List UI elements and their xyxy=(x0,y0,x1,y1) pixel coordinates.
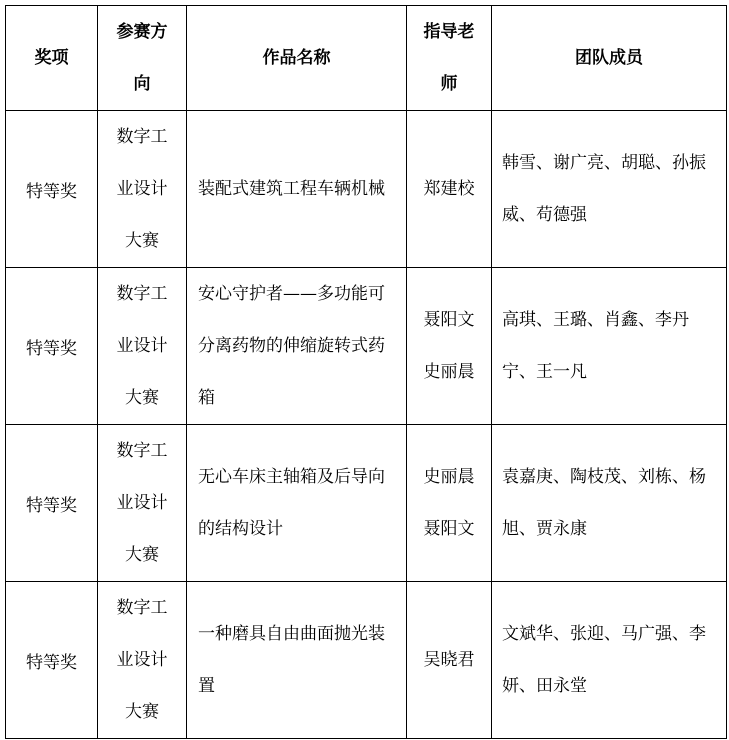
header-award: 奖项 xyxy=(6,6,98,111)
table-row xyxy=(6,111,727,268)
track-cell: 数字工业设计大赛 xyxy=(98,111,187,268)
table-header xyxy=(6,6,727,111)
header-work: 作品名称 xyxy=(187,6,407,111)
work-title-cell: 安心守护者——多功能可分离药物的伸缩旋转式药箱 xyxy=(187,268,407,425)
table-row xyxy=(6,268,727,425)
award-cell: 特等奖 xyxy=(6,582,98,739)
team-members-cell: 袁嘉庚、陶枝茂、刘栋、杨旭、贾永康 xyxy=(492,425,727,582)
track-cell: 数字工业设计大赛 xyxy=(98,582,187,739)
header-advisor: 指导老师 xyxy=(407,6,492,111)
team-members-cell: 高琪、王璐、肖鑫、李丹宁、王一凡 xyxy=(492,268,727,425)
work-title-cell: 无心车床主轴箱及后导向的结构设计 xyxy=(187,425,407,582)
advisor-cell: 聂阳文史丽晨 xyxy=(407,268,492,425)
advisor-cell: 吴晓君 xyxy=(407,582,492,739)
advisor-cell: 史丽晨聂阳文 xyxy=(407,425,492,582)
work-title-cell: 装配式建筑工程车辆机械 xyxy=(187,111,407,268)
table-row xyxy=(6,582,727,739)
advisor-cell: 郑建校 xyxy=(407,111,492,268)
award-cell: 特等奖 xyxy=(6,425,98,582)
header-row xyxy=(6,6,727,111)
team-members-cell: 韩雪、谢广亮、胡聪、孙振威、苟德强 xyxy=(492,111,727,268)
track-cell: 数字工业设计大赛 xyxy=(98,268,187,425)
header-team: 团队成员 xyxy=(492,6,727,111)
award-cell: 特等奖 xyxy=(6,268,98,425)
track-cell: 数字工业设计大赛 xyxy=(98,425,187,582)
award-table xyxy=(5,5,727,739)
table-row xyxy=(6,425,727,582)
work-title-cell: 一种磨具自由曲面抛光装置 xyxy=(187,582,407,739)
award-cell: 特等奖 xyxy=(6,111,98,268)
header-track: 参赛方向 xyxy=(98,6,187,111)
team-members-cell: 文斌华、张迎、马广强、李妍、田永堂 xyxy=(492,582,727,739)
